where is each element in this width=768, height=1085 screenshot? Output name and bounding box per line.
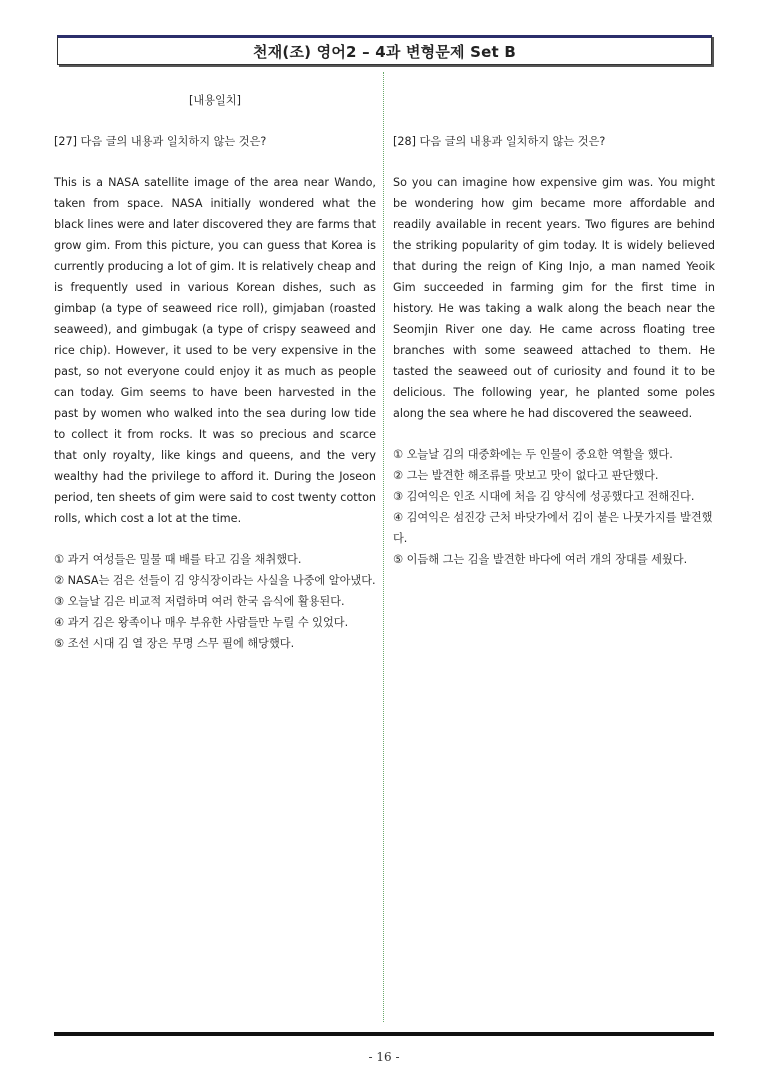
question-27-passage: This is a NASA satellite image of the area near Wando, taken from space. NASA initially wondered what the black lines were and later discovered they are farms that grow gim. From this picture, you can guess that Korea is currently producing a lot of gim. It is relatively cheap and is frequently used in various Korean dishes, such as gimbap (a type of seaweed rice roll), gimjaban (roasted seaweed), and gimbugak (a type of crispy seaweed and rice chip). However, it used to be very expensive in the past, so not everyone could enjoy it as much as people can today. Gim seems to have been harvested in the past by women who walked into the sea during low tide to collect it from rocks. It was so precious and scarce that only royalty, like kings and queens, and the very wealthy had the privilege to afford it. During the Joseon period, ten sheets of gim were said to cost twenty cotton rolls, which cost a lot at the time.	[54, 176, 376, 525]
choice-item: ③ 오늘날 김은 비교적 저렴하며 여러 한국 음식에 활용된다.	[54, 595, 345, 608]
question-27-heading: [27] 다음 글의 내용과 일치하지 않는 것은?	[54, 135, 267, 148]
choice-item: ④ 김여익은 섬진강 근처 바닷가에서 김이 붙은 나뭇가지를 발견했다.	[393, 511, 713, 545]
choice-item: ⑤ 조선 시대 김 열 장은 무명 스무 필에 해당했다.	[54, 637, 295, 650]
question-28-heading: [28] 다음 글의 내용과 일치하지 않는 것은?	[393, 135, 606, 148]
right-column	[393, 90, 715, 570]
choice-item: ③ 김여익은 인조 시대에 처음 김 양식에 성공했다고 전해진다.	[393, 490, 695, 503]
choice-item: ② NASA는 검은 선들이 김 양식장이라는 사실을 나중에 알아냈다.	[54, 574, 376, 587]
choice-item: ⑤ 이듬해 그는 김을 발견한 바다에 여러 개의 장대를 세웠다.	[393, 553, 688, 566]
section-label: [내용일치]	[189, 94, 241, 107]
choice-item: ④ 과거 김은 왕족이나 매우 부유한 사람들만 누릴 수 있었다.	[54, 616, 349, 629]
question-28-passage: So you can imagine how expensive gim was. You might be wondering how gim became more affordable and readily available in recent years. Two figures are behind the striking popularity of gim today. It is widely believed that during the reign of King Injo, a man named Yeoik Gim succeeded in farming gim for the first time in history. He was taking a walk along the beach near the Seomjin River one day. He came across floating tree branches with some seaweed attached to them. He tasted the seaweed out of curiosity and found it to be delicious. The following year, he planted some poles along the sea where he had discovered the seaweed.	[393, 176, 715, 420]
question-27-choices	[54, 549, 376, 654]
footer-rule	[54, 1032, 714, 1036]
page-number: - 16 -	[368, 1050, 400, 1064]
left-column	[54, 90, 376, 654]
column-divider	[383, 72, 384, 1022]
choice-item: ① 과거 여성들은 밀물 때 배를 타고 김을 채취했다.	[54, 553, 302, 566]
choice-item: ② 그는 발견한 해조류를 맛보고 맛이 없다고 판단했다.	[393, 469, 659, 482]
header-title-box	[57, 35, 712, 65]
question-28-choices	[393, 444, 715, 570]
choice-item: ① 오늘날 김의 대중화에는 두 인물이 중요한 역할을 했다.	[393, 448, 673, 461]
page-title: 천재(조) 영어2 – 4과 변형문제 Set B	[253, 42, 516, 61]
